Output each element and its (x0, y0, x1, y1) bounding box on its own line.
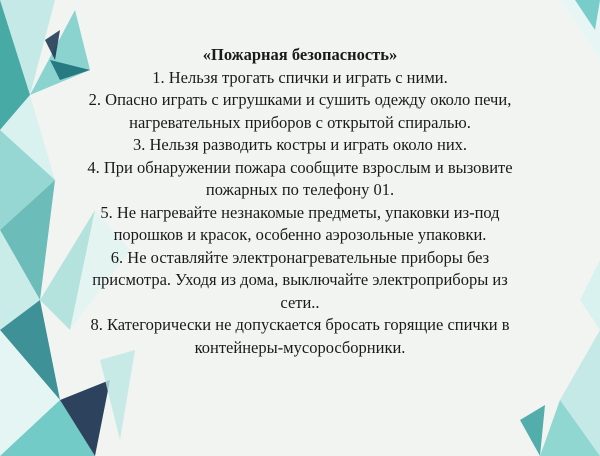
rule-line: 5. Не нагревайте незнакомые предметы, упаковки из-под (100, 202, 500, 222)
rule-line: сети.. (280, 292, 320, 312)
rules-text-block (30, 44, 570, 359)
rule-line: контейнеры-мусоросборники. (194, 337, 406, 357)
rule-line: пожарных по телефону 01. (205, 180, 395, 199)
page-title: «Пожарная безопасность» (202, 45, 398, 64)
rule-line: 3. Нельзя разводить костры и играть около них. (132, 135, 468, 154)
rule-line: 6. Не оставляйте электронагревательные приборы без (110, 247, 490, 267)
rule-line: присмотра. Уходя из дома, выключайте электроприборы из (92, 270, 508, 289)
rule-line: нагревательных приборов с открытой спиралью. (129, 112, 471, 132)
triangle-shape (580, 260, 600, 330)
rule-line: 4. При обнаружении пожара сообщите взрослым и вызовите (87, 157, 513, 177)
rule-line: 2. Опасно играть с игрушками и сушить одежду около печи, (88, 90, 512, 109)
triangle-shape (520, 405, 545, 456)
rule-line: порошков и красок, особенно аэрозольные упаковки. (113, 225, 487, 244)
rule-line: 1. Нельзя трогать спички и играть с ними. (152, 67, 448, 87)
rule-line: 8. Категорически не допускается бросать горящие спички в (90, 315, 510, 334)
